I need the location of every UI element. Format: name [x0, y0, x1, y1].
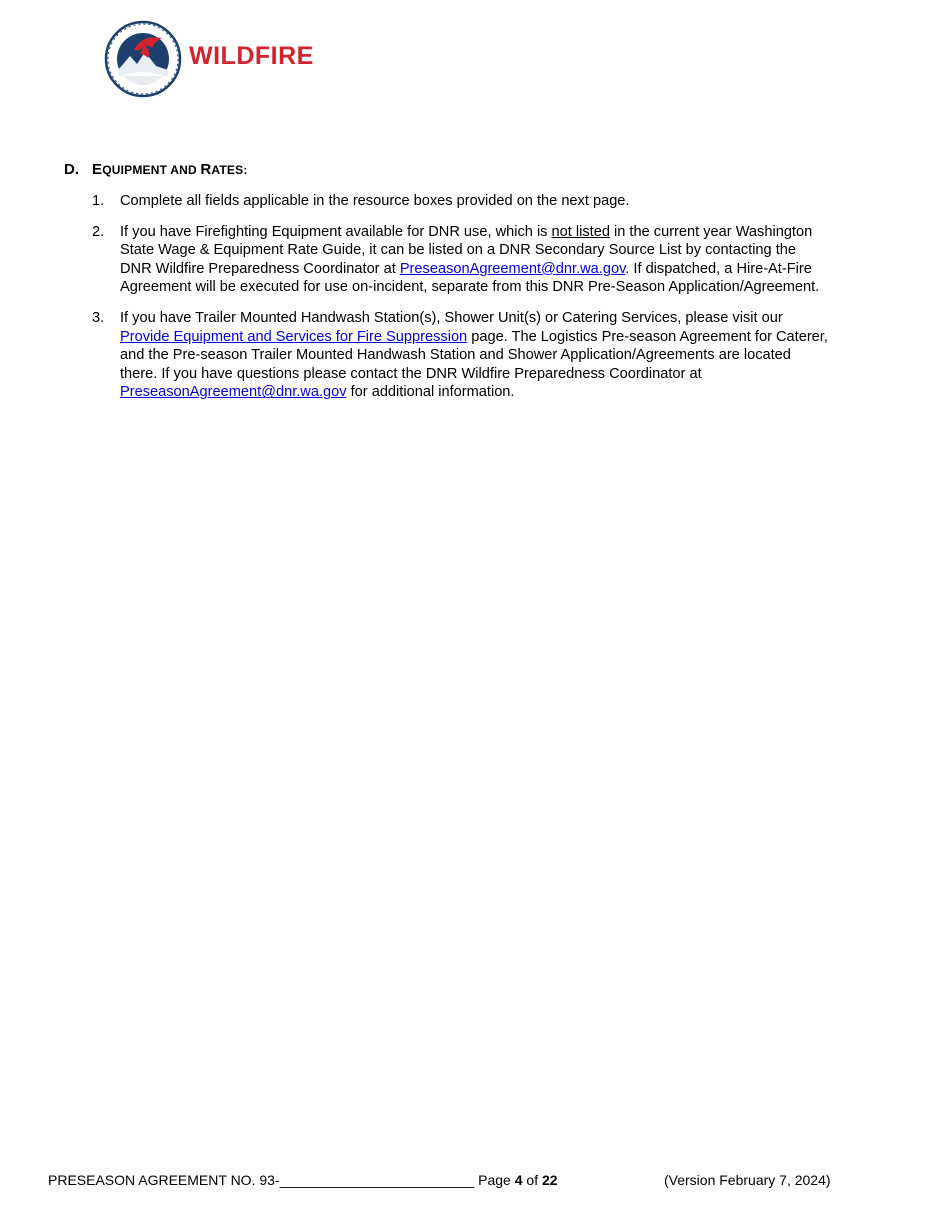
page-indicator: Page 4 of 22	[478, 1172, 558, 1188]
section-title: EQUIPMENT AND RATES:	[92, 161, 248, 178]
list-item	[64, 223, 844, 297]
list-item	[64, 192, 844, 211]
version-date: (Version February 7, 2024)	[664, 1172, 831, 1188]
fire-suppression-page-link[interactable]: Provide Equipment and Services for Fire Suppression	[120, 328, 468, 345]
email-link[interactable]: PreseasonAgreement@dnr.wa.gov	[399, 260, 626, 277]
page-footer	[48, 1172, 848, 1188]
list-number: 3.	[92, 309, 105, 326]
section-heading	[64, 160, 844, 180]
numbered-list	[64, 192, 844, 402]
agreement-number-label: PRESEASON AGREEMENT NO. 93-_________________________	[48, 1172, 475, 1188]
list-text: If you have Firefighting Equipment available for DNR use, which is not listed in the current year Washington State Wage & Equipment Rate Guide, it can be listed on a DNR Secondary Source List by contacting the DNR Wildfire Preparedness Coordinator at PreseasonAgreement@dnr.wa.gov. If dispatched, a Hire-At-Fire Agreement will be executed for use on-incident, separate from this DNR Pre-Season Application/Agreement.	[120, 223, 820, 296]
section-equipment-and-rates	[64, 160, 844, 414]
underlined-text: not listed	[551, 223, 610, 240]
dnr-seal-icon	[104, 20, 182, 98]
section-letter: D.	[64, 161, 79, 178]
list-text: If you have Trailer Mounted Handwash Station(s), Shower Unit(s) or Catering Services, please visit our Provide Equipment and Services for Fire Suppression page. The Logistics Pre-season Agreement for Caterer, and the Pre-season Trailer Mounted Handwash Station and Shower Application/Agreements are located there. If you have questions please contact the DNR Wildfire Preparedness Coordinator at PreseasonAgreement@dnr.wa.gov for additional information.	[120, 309, 828, 401]
email-link[interactable]: PreseasonAgreement@dnr.wa.gov	[120, 384, 347, 401]
list-item	[64, 309, 844, 402]
list-number: 1.	[92, 193, 105, 209]
wildfire-wordmark: WILDFIRE	[189, 42, 314, 70]
list-number: 2.	[92, 223, 105, 240]
list-text: Complete all fields applicable in the resource boxes provided on the next page.	[120, 193, 630, 209]
